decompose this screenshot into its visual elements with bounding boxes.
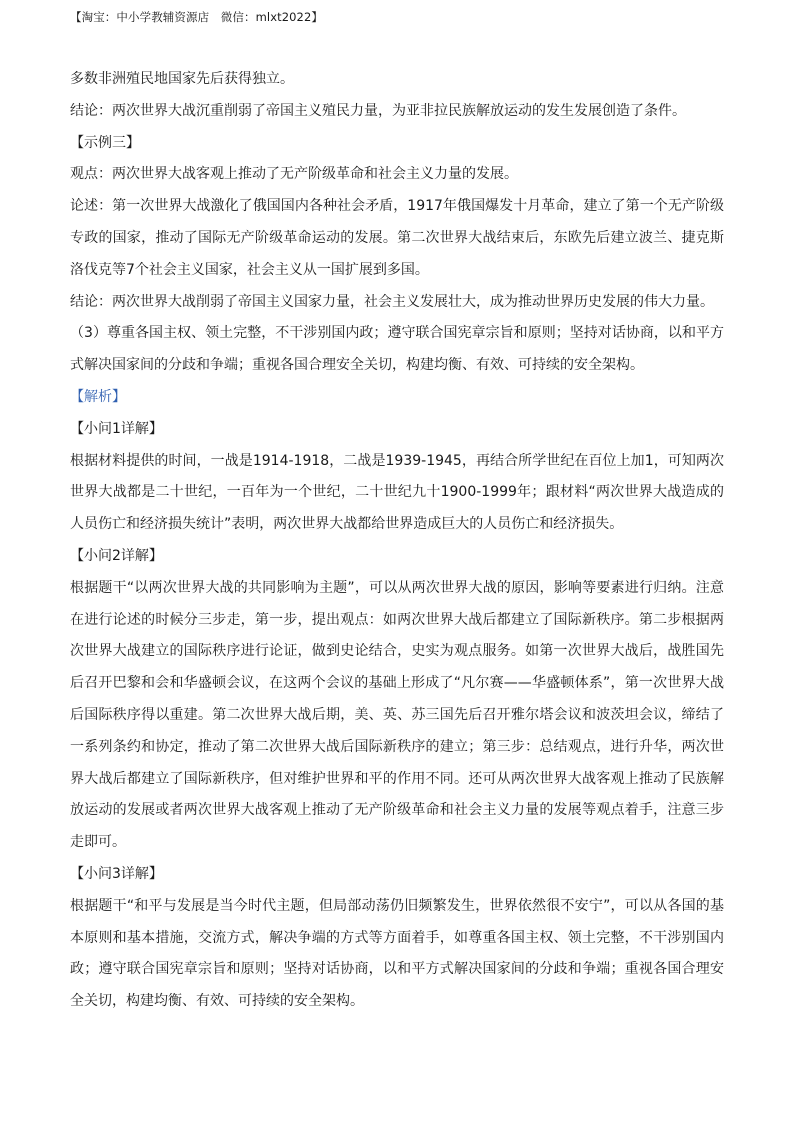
paragraph: 结论：两次世界大战削弱了帝国主义国家力量，社会主义发展壮大，成为推动世界历史发展的伟大力量。 <box>70 293 714 310</box>
section-label: 【示例三】 <box>70 134 140 151</box>
section-label: 【小问3详解】 <box>70 865 163 882</box>
paragraph: 观点：两次世界大战客观上推动了无产阶级革命和社会主义力量的发展。 <box>70 166 518 183</box>
paragraph: 根据题干“以两次世界大战的共同影响为主题”，可以从两次世界大战的原因，影响等要素进行归纳。注意在进行论述的时候分三步走，第一步，提出观点：如两次世界大战后都建立了国际新秩序。第二步根据两次世界大战建立的国际秩序进行论证，做到史论结合，史实为观点服务。如第一次世界大战后，战胜国先后召开巴黎和会和华盛顿会议，在这两个会议的基础上形成了“凡尔赛——华盛顿体系”，第一次世界大战后国际秩序得以重建。第二次世界大战后期，美、英、苏三国先后召开雅尔塔会议和波茨坦会议，缔结了一系列条约和协定，推动了第二次世界大战后国际新秩序的建立；第三步：总结观点，进行升华，两次世界大战后都建立了国际新秩序，但对维护世界和平的作用不同。还可从两次世界大战客观上推动了民族解放运动的发展或者两次世界大战客观上推动了无产阶级革命和社会主义力量的发展等观点着手，注意三步走即可。 <box>70 579 724 851</box>
paragraph: （3）尊重各国主权、领土完整，不干涉别国内政；遵守联合国宪章宗旨和原则；坚持对话协商，以和平方式解决国家间的分歧和争端；重视各国合理安全关切，构建均衡、有效、可持续的安全架构。 <box>70 325 724 374</box>
paragraph: 根据题干“和平与发展是当今时代主题，但局部动荡仍旧频繁发生，世界依然很不安宁”，可以从各国的基本原则和基本措施，交流方式，解决争端的方式等方面着手，如尊重各国主权、领土完整，不干涉别国内政；遵守联合国宪章宗旨和原则；坚持对话协商，以和平方式解决国家间的分歧和争端；重视各国合理安全关切，构建均衡、有效、可持续的安全架构。 <box>70 897 724 1010</box>
analysis-label: 【解析】 <box>70 388 126 405</box>
paragraph: 多数非洲殖民地国家先后获得独立。 <box>70 71 294 87</box>
paragraph: 论述：第一次世界大战激化了俄国国内各种社会矛盾，1917年俄国爆发十月革命，建立了第一个无产阶级专政的国家，推动了国际无产阶级革命运动的发展。第二次世界大战结束后，东欧先后建立波兰、捷克斯洛伐克等7个社会主义国家，社会主义从一国扩展到多国。 <box>70 198 724 278</box>
paragraph: 根据材料提供的时间，一战是1914-1918，二战是1939-1945，再结合所学世纪在百位上加1，可知两次世界大战都是二十世纪，一百年为一个世纪，二十世纪九十1900-1999年；跟材料“两次世界大战造成的人员伤亡和经济损失统计”表明，两次世界大战都给世界造成巨大的人员伤亡和经济损失。 <box>70 452 724 533</box>
section-label: 【小问1详解】 <box>70 420 163 437</box>
document-body <box>70 64 724 1018</box>
paragraph: 结论：两次世界大战沉重削弱了帝国主义殖民力量，为亚非拉民族解放运动的发生发展创造了条件。 <box>70 102 686 119</box>
page-header: 【淘宝：中小学教辅资源店 微信：mlxt2022】 <box>70 10 323 24</box>
section-label: 【小问2详解】 <box>70 547 163 564</box>
